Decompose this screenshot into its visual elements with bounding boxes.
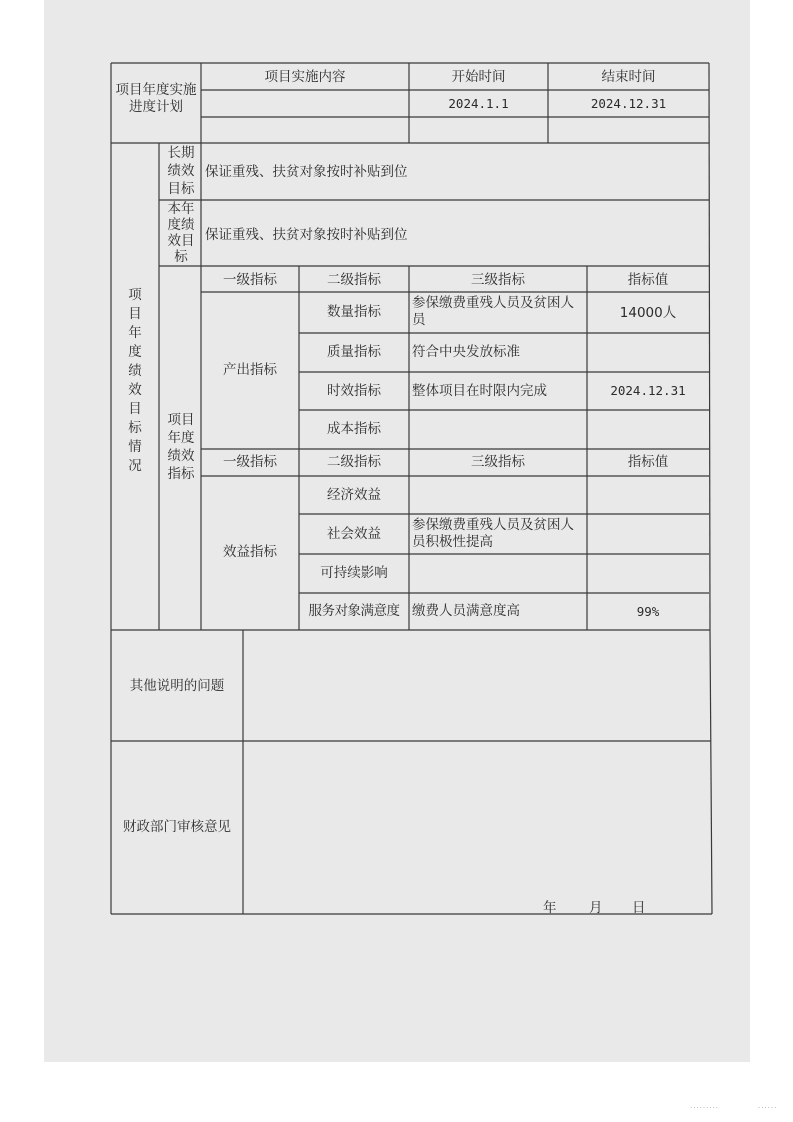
output-level2: 质量指标	[327, 344, 381, 360]
long-term-goal-label: 长期绩效目标	[167, 145, 195, 197]
level2-header: 二级指标	[327, 272, 381, 288]
level1-header: 一级指标	[223, 454, 277, 470]
indicator-group-label: 项目年度绩效指标	[167, 412, 195, 482]
level3-header: 三级指标	[471, 272, 525, 288]
level3-header: 三级指标	[471, 454, 525, 470]
benefit-level2: 可持续影响	[320, 565, 388, 581]
output-level2: 时效指标	[327, 383, 381, 399]
level1-header: 一级指标	[223, 272, 277, 288]
benefit-level2: 社会效益	[327, 526, 381, 542]
start-date: 2024.1.1	[448, 96, 509, 111]
benefit-level3: 参保缴费重残人员及贫困人员积极性提高	[412, 517, 574, 550]
schedule-row-label: 项目年度实施进度计划	[115, 82, 197, 115]
scan-artifact-dots: ······	[758, 1104, 778, 1112]
header-end-time: 结束时间	[601, 69, 656, 85]
value-header: 指标值	[627, 272, 669, 288]
output-indicator-label: 产出指标	[223, 362, 277, 378]
value-header: 指标值	[627, 454, 669, 470]
output-level3: 符合中央发放标准	[412, 344, 520, 360]
header-content: 项目实施内容	[264, 69, 346, 85]
header-start-time: 开始时间	[451, 69, 506, 85]
goals-section-label: 项目年度绩效目标情况	[128, 287, 142, 474]
benefit-level2: 服务对象满意度	[308, 603, 400, 619]
end-date: 2024.12.31	[590, 96, 667, 111]
output-level2: 成本指标	[327, 421, 381, 437]
benefit-level2: 经济效益	[327, 487, 381, 503]
finance-review-label: 财政部门审核意见	[123, 819, 231, 835]
output-value: 14000人	[619, 305, 677, 321]
benefit-value: 99%	[636, 604, 660, 619]
benefit-indicator-label: 效益指标	[223, 544, 277, 560]
date-month: 月	[589, 900, 603, 916]
date-day: 日	[632, 900, 646, 916]
scan-artifact-dots: ·········	[690, 1104, 720, 1112]
output-value: 2024.12.31	[610, 383, 686, 398]
output-level3: 整体项目在时限内完成	[412, 383, 547, 399]
annual-goal-label: 本年度绩效目标	[167, 201, 195, 265]
annual-goal-text: 保证重残、扶贫对象按时补贴到位	[205, 227, 408, 243]
output-level2: 数量指标	[327, 304, 381, 320]
level2-header: 二级指标	[327, 454, 381, 470]
other-issues-label: 其他说明的问题	[129, 678, 225, 694]
benefit-level3: 缴费人员满意度高	[412, 603, 520, 619]
long-term-goal-text: 保证重残、扶贫对象按时补贴到位	[205, 164, 408, 180]
date-year: 年	[543, 900, 557, 916]
output-level3: 参保缴费重残人员及贫困人员	[412, 295, 574, 328]
